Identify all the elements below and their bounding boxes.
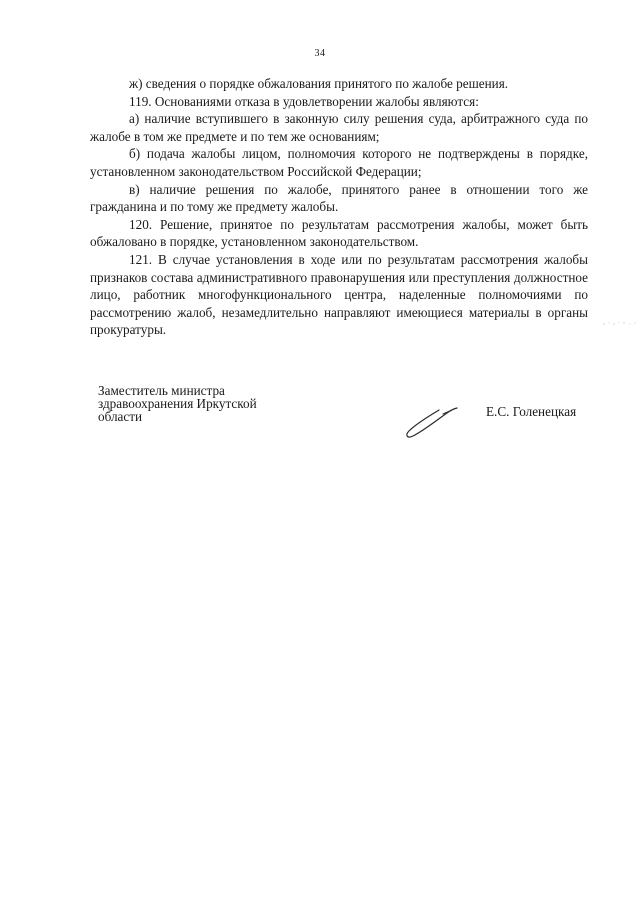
paragraph-item-v: в) наличие решения по жалобе, принятого ранее в отношении того же гражданина и по тому же предмету жалобы. — [90, 181, 588, 215]
paragraph-item-a: а) наличие вступившего в законную силу решения суда, арбитражного суда по жалобе в том же предмете и по тем же основаниям; — [90, 111, 588, 144]
paragraph-119: 119. Основаниями отказа в удовлетворении жалобы являются: — [129, 93, 479, 109]
paragraph-item-zh: ж) сведения о порядке обжалования принятого по жалобе решения. — [129, 76, 509, 91]
signatory-position-line: области — [98, 409, 143, 424]
signature-scribble-icon — [403, 405, 463, 443]
document-body — [90, 75, 588, 339]
signatory-name: Е.С. Голенецкая — [486, 404, 577, 419]
signatory-position — [98, 384, 257, 423]
paragraph-item-b: б) подача жалобы лицом, полномочия которого не подтверждены в порядке, установленном законодательством Российской Федерации; — [90, 146, 588, 179]
paragraph-120: 120. Решение, принятое по результатам рассмотрения жалобы, может быть обжаловано в порядке, установленном законодательством. — [90, 216, 588, 250]
signatory-position-line: здравоохранения Иркутской — [98, 396, 257, 411]
signatory-position-line: Заместитель министра — [98, 383, 225, 398]
paragraph-121: 121. В случае установления в ходе или по результатам рассмотрения жалобы признаков состава административного правонарушения или преступления должностное лицо, работник многофункционального центра, наделенные полномочиями по рассмотрению жалоб, незамедлительно направляют имеющиеся материалы в органы прокуратуры. — [90, 251, 588, 338]
page-number: 34 — [314, 48, 326, 59]
scan-noise-marks — [600, 318, 638, 328]
